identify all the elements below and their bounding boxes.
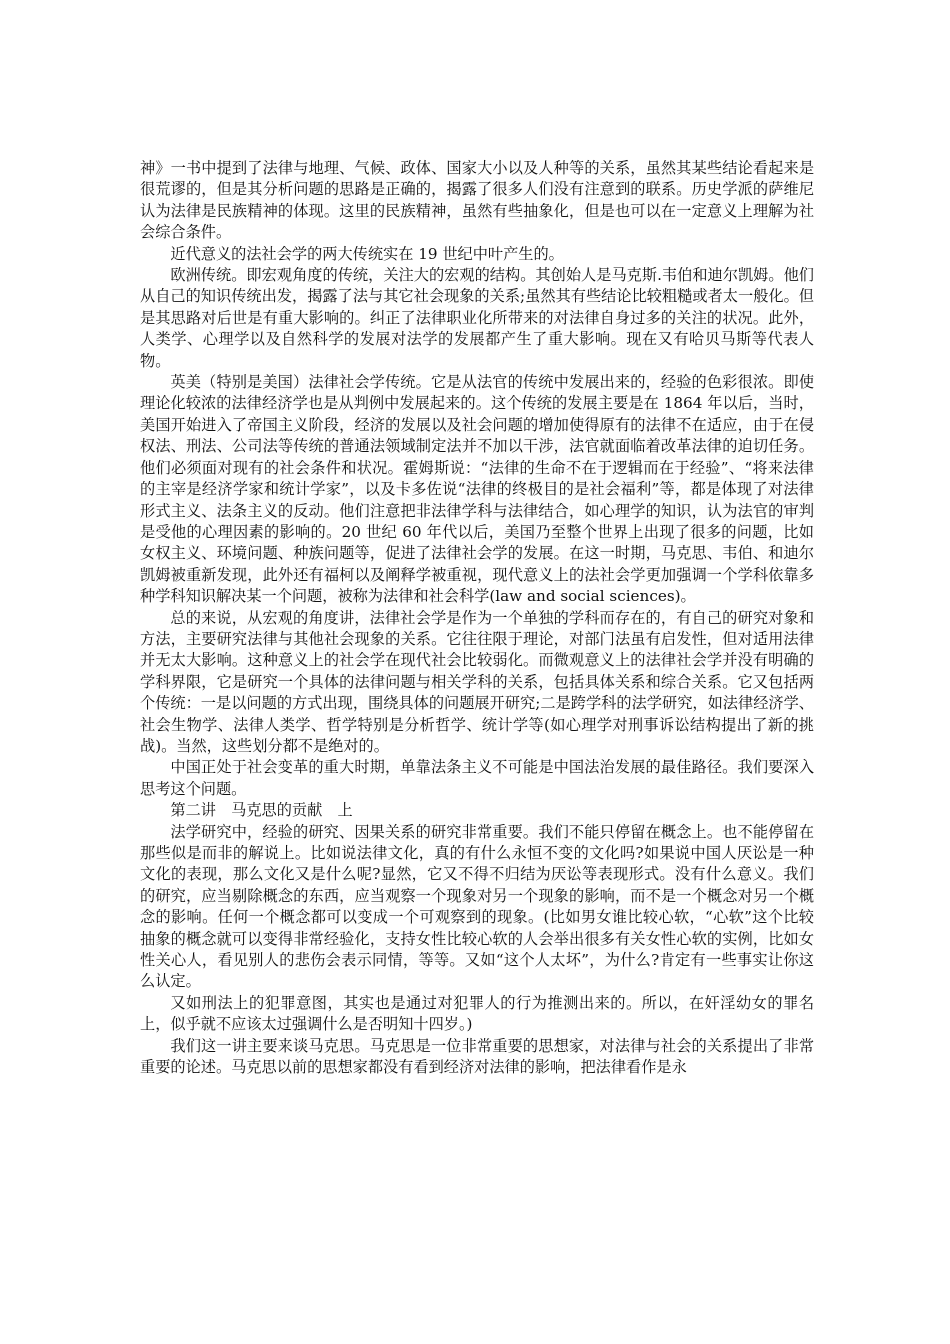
document-page <box>140 158 814 1078</box>
paragraph-two-traditions: 近代意义的法社会学的两大传统实在 19 世纪中叶产生的。 <box>170 244 564 263</box>
paragraph-empirical-research: 法学研究中，经验的研究、因果关系的研究非常重要。我们不能只停留在概念上。也不能停留在那些似是而非的解说上。比如说法律文化，真的有什么永恒不变的文化吗?如果说中国人厌讼是一种文化的表现，那么文化又是什么呢?显然，它又不得不归结为厌讼等表现形式。没有什么意义。我们的研究，应当剔除概念的东西，应当观察一个现象对另一个现象的影响，而不是一个概念对另一个概念的影响。任何一个概念都可以变成一个可观察到的现象。(比如男女谁比较心软，“心软”这个比较抽象的概念就可以变得非常经验化，支持女性比较心软的人会举出很多有关女性心软的实例，比如女性关心人，看见别人的悲伤会表示同情，等等。又如“这个人太坏”，为什么?肯定有一些事实让你这么认定。 <box>140 822 814 991</box>
paragraph-china: 中国正处于社会变革的重大时期，单靠法条主义不可能是中国法治发展的最佳路径。我们要深入思考这个问题。 <box>140 758 814 798</box>
paragraph-european-tradition: 欧洲传统。即宏观角度的传统，关注大的宏观的结构。其创始人是马克斯.韦伯和迪尔凯姆。他们从自己的知识传统出发，揭露了法与其它社会现象的关系;虽然其有些结论比较粗糙或者太一般化。但是其思路对后世是有重大影响的。纠正了法律职业化所带来的对法律自身过多的关注的状况。此外，人类学、心理学以及自然科学的发展对法学的发展都产生了重大影响。现在又有哈贝马斯等代表人物。 <box>140 266 814 370</box>
section-heading: 第二讲 马克思的贡献 上 <box>170 801 353 820</box>
paragraph-marx-intro: 我们这一讲主要来谈马克思。马克思是一位非常重要的思想家，对法律与社会的关系提出了非常重要的论述。马克思以前的思想家都没有看到经济对法律的影响，把法律看作是永 <box>140 1036 814 1077</box>
paragraph-criminal-intent: 又如刑法上的犯罪意图，其实也是通过对犯罪人的行为推测出来的。所以，在奸淫幼女的罪名上，似乎就不应该太过强调什么是否明知十四岁。) <box>140 993 814 1034</box>
paragraph-anglo-american-tradition: 英美（特别是美国）法律社会学传统。它是从法官的传统中发展出来的，经验的色彩很浓。即使理论化较浓的法律经济学也是从判例中发展起来的。这个传统的发展主要是在 1864 年以后，当时，美国开始进入了帝国主义阶段，经济的发展以及社会问题的增加使得原有的法律不在适应，由于在侵权法、刑法、公司法等传统的普通法领域制定法并不加以干涉，法官就面临着改革法律的迫切任务。他们必须面对现有的社会条件和状况。霍姆斯说：“法律的生命不在于逻辑而在于经验”、“将来法律的主宰是经济学家和统计学家”，以及卡多佐说“法律的终极目的是社会福利”等，都是体现了对法律形式主义、法条主义的反动。他们注意把非法律学科与法律结合，如心理学的知识，认为法官的审判是受他的心理因素的影响的。20 世纪 60 年代以后，美国乃至整个世界上出现了很多的问题，比如女权主义、环境问题、种族问题等，促进了法律社会学的发展。在这一时期，马克思、韦伯、和迪尔凯姆被重新发现，此外还有福柯以及阐释学被重视，现代意义上的法社会学更加强调一个学科依靠多种学科知识解决某一个问题，被称为法律和社会科学(law and social sciences)。 <box>140 373 814 606</box>
paragraph-summary: 总的来说，从宏观的角度讲，法律社会学是作为一个单独的学科而存在的，有自己的研究对象和方法，主要研究法律与其他社会现象的关系。它往往限于理论，对部门法虽有启发性，但对适用法律并无太大影响。这种意义上的社会学在现代社会比较弱化。而微观意义上的法律社会学并没有明确的学科界限，它是研究一个具体的法律问题与相关学科的关系，包括具体关系和综合关系。它又包括两个传统：一是以问题的方式出现，围绕具体的问题展开研究;二是跨学科的法学研究，如法律经济学、社会生物学、法律人类学、哲学特别是分析哲学、统计学等(如心理学对刑事诉讼结构提出了新的挑战)。当然，这些划分都不是绝对的。 <box>140 608 814 755</box>
paragraph-montesquieu-savigny: 神》一书中提到了法律与地理、气候、政体、国家大小以及人种等的关系，虽然其某些结论看起来是很荒谬的，但是其分析问题的思路是正确的，揭露了很多人们没有注意到的联系。历史学派的萨维尼认为法律是民族精神的体现。这里的民族精神，虽然有些抽象化，但是也可以在一定意义上理解为社会综合条件。 <box>140 159 814 242</box>
